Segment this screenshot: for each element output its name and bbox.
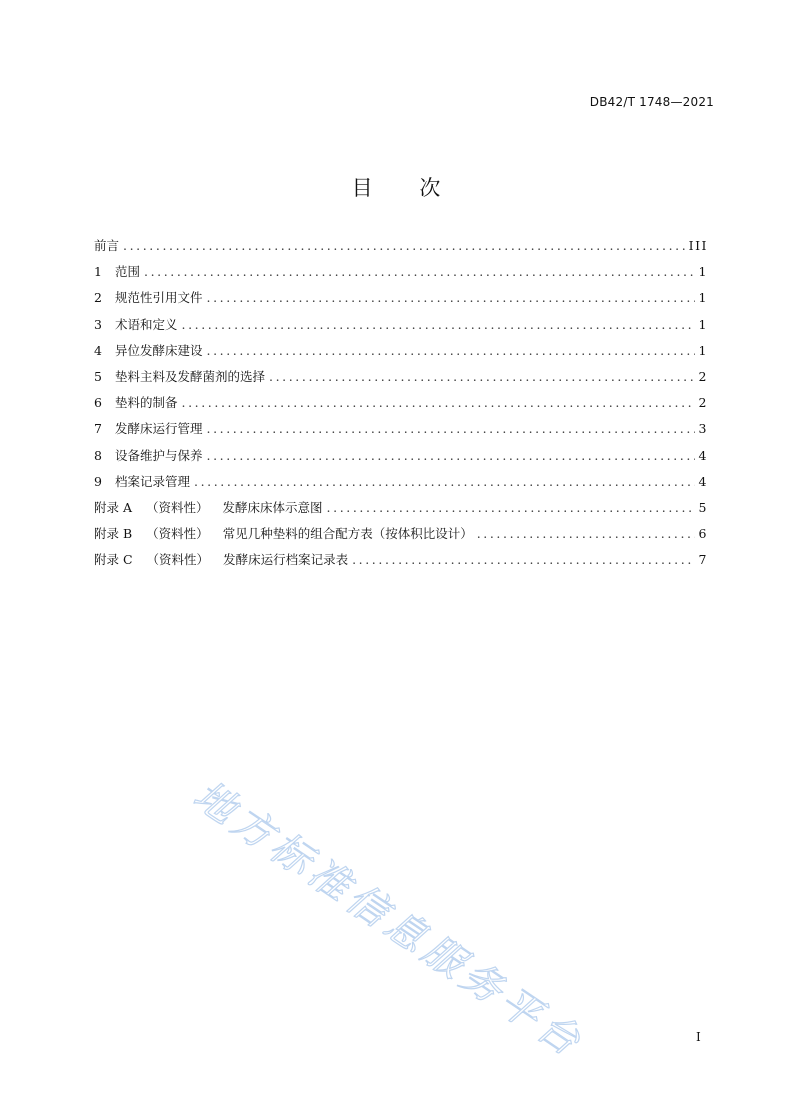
toc-entry-number: 7 <box>94 421 102 437</box>
toc-entry-number: 6 <box>94 395 102 411</box>
toc-entry-number: 9 <box>94 473 102 489</box>
toc-entry-page: 2 <box>698 395 708 411</box>
toc-entry-label: 垫料的制备 <box>115 395 178 411</box>
document-code: DB42/T 1748—2021 <box>589 95 714 109</box>
toc-entry-page: 6 <box>698 526 708 542</box>
annex-category: （资料性） <box>146 552 210 568</box>
toc-entry-page: III <box>688 238 708 253</box>
toc-entry-number: 2 <box>94 290 102 306</box>
toc-entry-page: 7 <box>698 552 708 568</box>
toc-entry-foreword[interactable] <box>94 236 708 262</box>
toc-entry-label: 规范性引用文件 <box>115 290 203 306</box>
toc-entry-page: 4 <box>698 447 708 463</box>
toc-entry-annex-a[interactable] <box>94 498 708 524</box>
toc-entry-number: 8 <box>94 447 102 463</box>
toc-entry-6[interactable] <box>94 393 708 419</box>
leader-dots <box>477 526 695 541</box>
toc-entry-page: 5 <box>698 499 708 515</box>
toc-entry-page: 3 <box>698 421 708 437</box>
page-title: 目 次 <box>351 176 461 200</box>
toc-entry-number: 4 <box>94 342 102 358</box>
annex-category: （资料性） <box>146 526 209 542</box>
toc-entry-8[interactable] <box>94 446 708 472</box>
toc-entry-3[interactable] <box>94 315 708 341</box>
leader-dots <box>352 552 694 567</box>
toc-entry-9[interactable] <box>94 472 708 498</box>
toc-entry-label: 术语和定义 <box>115 316 178 332</box>
toc-entry-7[interactable] <box>94 419 708 445</box>
toc-entry-page: 2 <box>698 368 708 384</box>
toc-entry-number: 5 <box>94 368 102 384</box>
leader-dots <box>182 395 695 410</box>
toc-entry-page: 4 <box>698 473 708 489</box>
leader-dots <box>207 343 695 358</box>
toc-entry-4[interactable] <box>94 341 708 367</box>
table-of-contents <box>94 236 708 576</box>
toc-entry-label: 垫料主料及发酵菌剂的选择 <box>115 368 266 384</box>
leader-dots <box>207 290 695 305</box>
leader-dots <box>207 448 695 463</box>
toc-entry-annex-b[interactable] <box>94 524 708 550</box>
annex-title: 常见几种垫料的组合配方表（按体积比设计） <box>222 526 473 542</box>
leader-dots <box>327 500 695 515</box>
leader-dots <box>194 474 695 489</box>
toc-entry-number: 1 <box>94 264 102 280</box>
toc-entry-label: 档案记录管理 <box>115 473 191 489</box>
leader-dots <box>182 317 695 332</box>
toc-entry-label: 异位发酵床建设 <box>115 342 203 358</box>
toc-entry-page: 1 <box>698 290 708 306</box>
annex-category: （资料性） <box>146 499 209 515</box>
toc-entry-label: 前言 <box>94 238 120 253</box>
toc-entry-1[interactable] <box>94 262 708 288</box>
leader-dots <box>269 369 695 384</box>
toc-entry-label: 发酵床运行管理 <box>115 421 203 437</box>
annex-id: 附录 A <box>94 499 133 515</box>
leader-dots <box>144 264 695 279</box>
toc-entry-2[interactable] <box>94 288 708 314</box>
toc-entry-annex-c[interactable] <box>94 550 708 576</box>
annex-id: 附录 B <box>94 526 133 542</box>
leader-dots <box>123 238 685 253</box>
annex-title: 发酵床运行档案记录表 <box>223 552 349 568</box>
annex-title: 发酵床床体示意图 <box>222 499 323 515</box>
toc-entry-label: 设备维护与保养 <box>115 447 203 463</box>
watermark: 地方标准信息服务平台 <box>185 772 593 1068</box>
toc-entry-page: 1 <box>698 342 708 358</box>
page-number: I <box>696 1030 701 1044</box>
leader-dots <box>207 421 695 436</box>
toc-entry-page: 1 <box>698 316 708 332</box>
toc-entry-page: 1 <box>698 264 708 280</box>
toc-entry-5[interactable] <box>94 367 708 393</box>
toc-entry-number: 3 <box>94 316 102 332</box>
toc-entry-label: 范围 <box>115 264 141 280</box>
annex-id: 附录 C <box>94 552 133 568</box>
